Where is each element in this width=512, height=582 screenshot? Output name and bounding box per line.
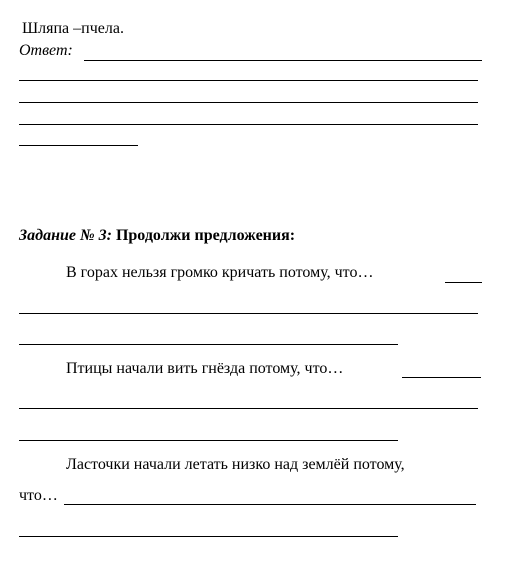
sentence-2-line-3[interactable] — [19, 440, 398, 441]
sentence-1: В горах нельзя громко кричать потому, что… — [66, 264, 374, 281]
task-heading — [19, 228, 295, 244]
sentence-3-line-1: Ласточки начали летать низко над землёй потому, — [66, 456, 405, 473]
task-number-label: Задание № 3: — [19, 227, 112, 244]
answer-line-5[interactable] — [19, 145, 138, 146]
sentence-1-line-3[interactable] — [19, 344, 398, 345]
sentence-2: Птицы начали вить гнёзда потому, что… — [66, 360, 344, 377]
sentence-2-line-inline[interactable] — [402, 377, 481, 378]
answer-line-2[interactable] — [19, 80, 478, 81]
task-instruction: Продолжи предложения: — [115, 227, 296, 244]
sentence-3-line-inline[interactable] — [64, 504, 476, 505]
answer-label: Ответ: — [19, 42, 73, 59]
answer-line-3[interactable] — [19, 102, 478, 103]
word-pair-text: Шляпа –пчела. — [22, 20, 124, 37]
sentence-3-line-2: что… — [19, 487, 58, 504]
answer-line-1[interactable] — [84, 60, 482, 61]
sentence-2-line-2[interactable] — [19, 408, 478, 409]
sentence-1-line-2[interactable] — [19, 313, 478, 314]
sentence-1-line-inline[interactable] — [445, 282, 482, 283]
answer-line-4[interactable] — [19, 124, 478, 125]
sentence-3-line-3[interactable] — [19, 536, 398, 537]
